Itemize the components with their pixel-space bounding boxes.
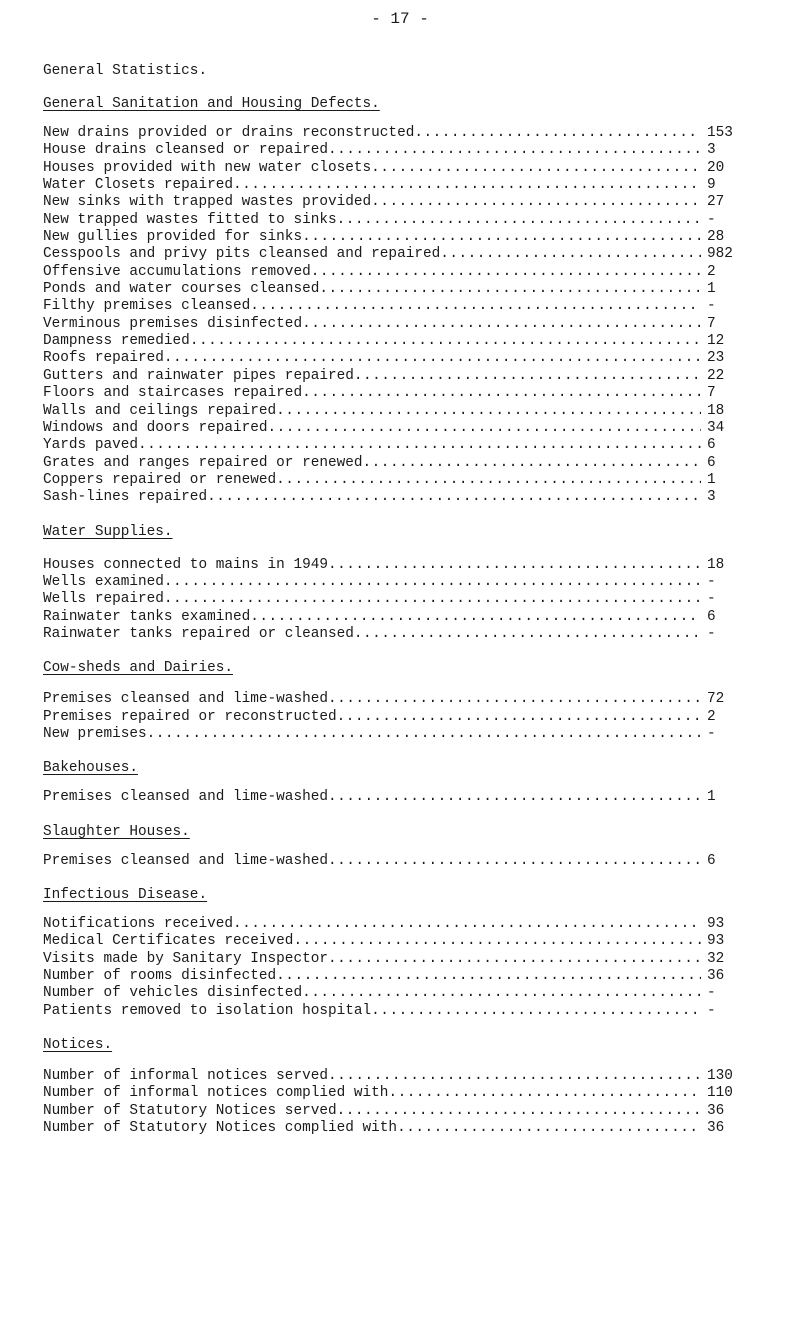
stat-value: 28 (707, 229, 725, 246)
stat-value: 20 (707, 159, 725, 176)
dot-leader (164, 574, 701, 591)
stat-row (43, 142, 733, 159)
dot-leader (337, 709, 701, 726)
dot-leader (311, 264, 701, 281)
stat-row (43, 591, 733, 608)
stat-value: 2 (707, 708, 716, 725)
stat-label: Number of rooms disinfected (43, 968, 277, 985)
stat-label: Number of informal notices served (43, 1068, 328, 1085)
stat-row (43, 125, 733, 142)
section-heading: Infectious Disease. (43, 887, 208, 903)
dot-leader (328, 853, 701, 870)
stat-label: Gutters and rainwater pipes repaired (43, 367, 354, 384)
stat-value: - (707, 1002, 716, 1019)
stat-value: - (707, 625, 716, 642)
stat-row (43, 916, 733, 933)
stat-label: House drains cleansed or repaired (43, 142, 328, 159)
section-heading: Water Supplies. (43, 523, 173, 540)
stat-row (43, 420, 733, 437)
stat-value: 1 (707, 471, 716, 488)
dot-leader (293, 933, 701, 950)
stat-label: Notifications received (43, 916, 233, 932)
stat-value: 2 (707, 263, 716, 280)
stat-row (43, 246, 733, 263)
stat-row (43, 968, 733, 985)
stat-label: Premises cleansed and lime-washed (43, 852, 328, 869)
stat-label: Dampness remedied (43, 333, 190, 350)
stat-label: Water Closets repaired (43, 177, 233, 194)
stat-label: Ponds and water courses cleansed (43, 281, 320, 298)
stat-label: Filthy premises cleansed (43, 298, 251, 315)
page-title: General Statistics. (43, 63, 208, 79)
stat-label: Number of informal notices complied with (43, 1085, 389, 1102)
stat-label: Coppers repaired or renewed (43, 471, 277, 488)
stat-label: Roofs repaired (43, 350, 164, 367)
stat-label: Number of Statutory Notices complied with (43, 1120, 398, 1137)
stat-label: New trapped wastes fitted to sinks (43, 211, 337, 228)
stat-label: New drains provided or drains reconstructed (43, 125, 415, 141)
dot-leader (354, 368, 701, 385)
document-body (43, 62, 733, 1137)
stat-row (43, 609, 733, 626)
stat-row (43, 437, 733, 454)
section (43, 659, 733, 743)
section-heading: Notices. (43, 1037, 113, 1054)
stat-row (43, 557, 733, 574)
stat-label: Wells repaired (43, 591, 164, 608)
stat-row (43, 385, 733, 402)
dot-leader (276, 472, 701, 489)
dot-leader (138, 437, 701, 454)
stat-row (43, 316, 733, 333)
stat-row (43, 160, 733, 177)
stat-row (43, 298, 733, 315)
dot-leader (328, 951, 701, 968)
stat-row (43, 455, 733, 472)
section-heading: Bakehouses. (43, 760, 138, 777)
stat-label: Premises cleansed and lime-washed (43, 789, 328, 806)
stat-value: 110 (707, 1085, 733, 1102)
stat-label: Verminous premises disinfected (43, 315, 303, 332)
dot-leader (440, 246, 701, 263)
dot-leader (414, 125, 701, 142)
stat-label: Medical Certificates received (43, 933, 294, 950)
stat-value: 34 (707, 419, 725, 436)
stat-label: Offensive accumulations removed (43, 263, 311, 280)
stat-row (43, 472, 733, 489)
stat-row (43, 177, 733, 194)
dot-leader (371, 194, 701, 211)
stat-value: 36 (707, 968, 725, 985)
stat-row (43, 350, 733, 367)
stat-row (43, 1120, 733, 1137)
stat-value: 6 (707, 437, 716, 454)
dot-leader (371, 1003, 701, 1020)
stat-value: 12 (707, 333, 725, 350)
stat-value: 6 (707, 852, 716, 869)
stat-label: Sash-lines repaired (43, 489, 208, 506)
dot-leader (164, 591, 701, 608)
stat-row (43, 368, 733, 385)
stat-label: Premises repaired or reconstructed (43, 708, 337, 725)
stat-value: - (707, 591, 716, 608)
dot-leader (302, 385, 701, 402)
stat-row (43, 691, 733, 708)
stat-value: 130 (707, 1068, 733, 1085)
stat-value: 6 (707, 454, 716, 471)
stat-row (43, 264, 733, 281)
dot-leader (302, 229, 701, 246)
stat-row (43, 489, 733, 506)
dot-leader (328, 1068, 701, 1085)
dot-leader (337, 1103, 701, 1120)
stat-label: Floors and staircases repaired (43, 385, 303, 402)
stat-label: Grates and ranges repaired or renewed (43, 454, 363, 471)
page-number: - 17 - (371, 10, 429, 28)
stat-row (43, 626, 733, 643)
dot-leader (276, 968, 701, 985)
stat-row (43, 1003, 733, 1020)
stat-row (43, 789, 733, 806)
stat-value: - (707, 985, 716, 1002)
stat-value: 982 (707, 246, 733, 263)
dot-leader (276, 403, 701, 420)
stat-value: - (707, 211, 716, 228)
stat-label: Number of Statutory Notices served (43, 1102, 337, 1119)
section (43, 886, 733, 1020)
stat-label: Windows and doors repaired (43, 419, 268, 436)
dot-leader (328, 142, 701, 159)
stat-value: - (707, 573, 716, 590)
stat-row (43, 951, 733, 968)
section (43, 823, 733, 870)
stat-value: 7 (707, 385, 716, 402)
stat-value: 36 (707, 1120, 725, 1137)
stat-label: Houses connected to mains in 1949 (43, 556, 328, 573)
dot-leader (388, 1085, 701, 1102)
stat-value: 3 (707, 142, 716, 159)
stat-row (43, 212, 733, 229)
stat-row (43, 933, 733, 950)
stat-value: 9 (707, 177, 716, 194)
stat-label: Rainwater tanks repaired or cleansed (43, 625, 354, 642)
stat-label: Visits made by Sanitary Inspector (43, 950, 328, 967)
stat-row (43, 1085, 733, 1102)
stat-value: - (707, 298, 716, 315)
dot-leader (190, 333, 701, 350)
stat-row (43, 709, 733, 726)
stat-value: 18 (707, 556, 725, 573)
dot-leader (397, 1120, 701, 1137)
stat-label: Walls and ceilings repaired (43, 402, 277, 419)
stat-label: Premises cleansed and lime-washed (43, 691, 328, 708)
stat-label: Cesspools and privy pits cleansed and repaired (43, 246, 441, 263)
stat-label: New premises (43, 725, 147, 742)
dot-leader (328, 691, 701, 708)
dot-leader (328, 789, 701, 806)
section (43, 759, 733, 806)
stat-label: Wells examined (43, 573, 164, 590)
dot-leader (233, 177, 701, 194)
dot-leader (302, 316, 701, 333)
stat-label: Yards paved (43, 437, 138, 454)
dot-leader (250, 298, 701, 315)
stat-value: 23 (707, 350, 725, 367)
stat-row (43, 229, 733, 246)
stat-label: Number of vehicles disinfected (43, 985, 303, 1002)
dot-leader (371, 160, 701, 177)
stat-value: 93 (707, 933, 725, 950)
stat-row (43, 853, 733, 870)
stat-label: New sinks with trapped wastes provided (43, 194, 372, 211)
sections-container (43, 95, 733, 1137)
dot-leader (233, 916, 701, 933)
section-heading: General Sanitation and Housing Defects. (43, 96, 380, 112)
stat-row (43, 985, 733, 1002)
stat-value: 7 (707, 315, 716, 332)
stat-value: 1 (707, 281, 716, 298)
stat-value: 22 (707, 367, 725, 384)
stat-value: - (707, 725, 716, 742)
stat-row (43, 333, 733, 350)
stat-value: 93 (707, 916, 725, 932)
dot-leader (164, 350, 701, 367)
stat-value: 1 (707, 789, 716, 806)
dot-leader (207, 489, 701, 506)
stat-value: 18 (707, 402, 725, 419)
dot-leader (328, 557, 701, 574)
section-heading: Slaughter Houses. (43, 823, 190, 840)
section-heading: Cow-sheds and Dairies. (43, 660, 233, 677)
stat-row (43, 194, 733, 211)
section (43, 523, 733, 644)
stat-value: 27 (707, 194, 725, 211)
stat-row (43, 403, 733, 420)
stat-label: Rainwater tanks examined (43, 608, 251, 625)
stat-label: New gullies provided for sinks (43, 229, 303, 246)
stat-value: 72 (707, 691, 725, 708)
dot-leader (363, 455, 701, 472)
stat-row (43, 1068, 733, 1085)
section (43, 1036, 733, 1137)
stat-row (43, 1103, 733, 1120)
stat-row (43, 726, 733, 743)
stat-value: 6 (707, 608, 716, 625)
stat-value: 153 (707, 125, 733, 141)
dot-leader (337, 212, 701, 229)
stat-value: 36 (707, 1102, 725, 1119)
dot-leader (319, 281, 701, 298)
dot-leader (302, 985, 701, 1002)
stat-label: Patients removed to isolation hospital (43, 1002, 372, 1019)
dot-leader (250, 609, 701, 626)
section (43, 95, 733, 507)
dot-leader (354, 626, 701, 643)
dot-leader (268, 420, 701, 437)
stat-row (43, 574, 733, 591)
stat-value: 3 (707, 489, 716, 506)
stat-label: Houses provided with new water closets (43, 159, 372, 176)
dot-leader (147, 726, 701, 743)
stat-row (43, 281, 733, 298)
stat-value: 32 (707, 950, 725, 967)
